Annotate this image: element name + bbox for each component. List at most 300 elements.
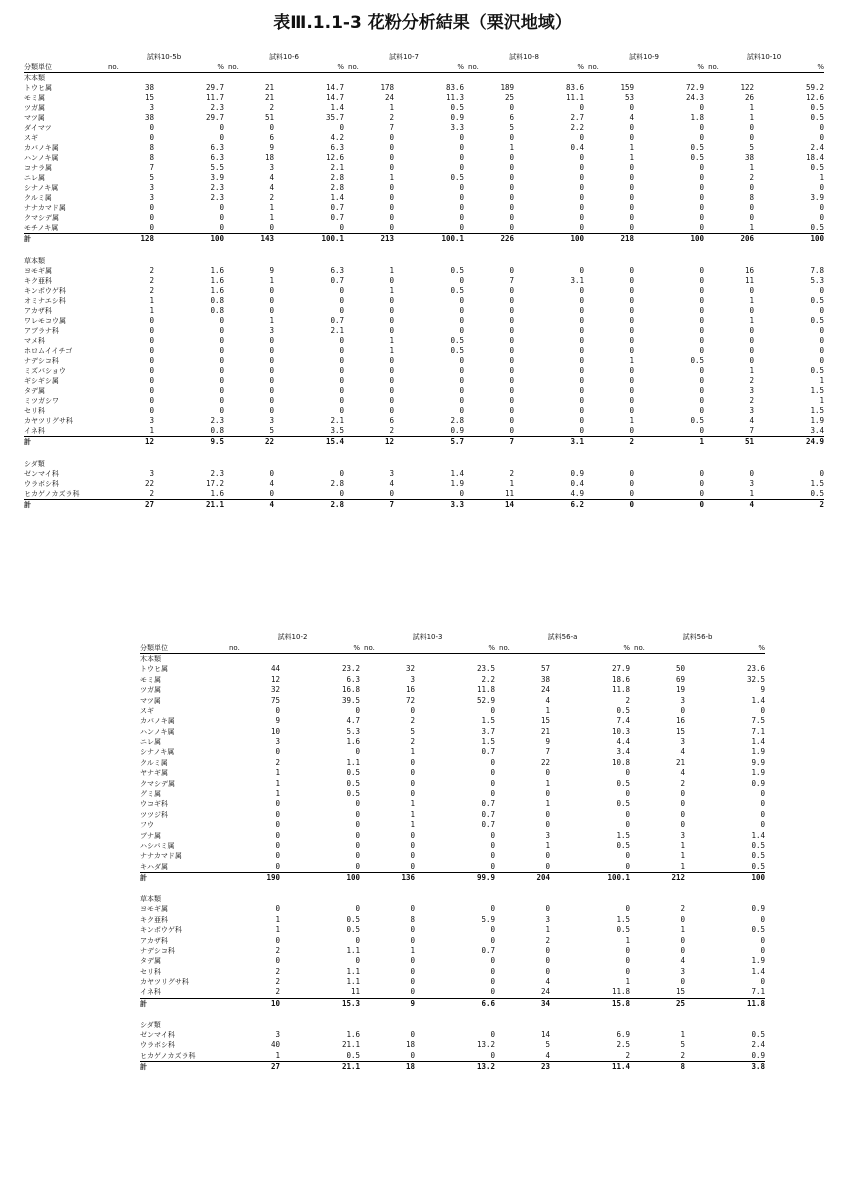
total-count-cell: 190 [225, 872, 280, 883]
count-cell: 1 [275, 789, 280, 799]
count-cell: 0 [509, 376, 515, 385]
pct-cell: 0 [579, 426, 585, 435]
table-row [24, 479, 824, 489]
total-count-cell: 7 [464, 437, 514, 448]
taxon-name: ヒカゲノカズラ科 [140, 1051, 196, 1060]
pct-cell: 0.8 [210, 306, 224, 315]
total-pct-cell: 2.8 [274, 500, 344, 511]
count-cell: 1 [749, 296, 755, 305]
pct-cell: 0.7 [481, 820, 496, 830]
count-cell: 0 [749, 326, 755, 335]
total-count-cell: 25 [630, 998, 685, 1009]
col-no-header: no. [495, 642, 550, 653]
count-cell: 2 [149, 266, 154, 275]
taxon-name: マツ属 [140, 696, 161, 705]
col-no-header: no. [224, 62, 274, 73]
pct-cell: 0 [459, 376, 465, 385]
count-cell: 0 [749, 346, 755, 355]
pct-cell: 0 [579, 386, 585, 395]
taxon-name: キンポウゲ科 [140, 926, 182, 935]
count-cell: 0 [389, 296, 395, 305]
count-cell: 0 [269, 123, 274, 132]
pct-cell: 0 [219, 356, 224, 365]
count-cell: 6 [509, 113, 515, 122]
count-cell: 0 [509, 173, 515, 182]
pct-cell: 1 [819, 173, 825, 182]
count-cell: 0 [149, 336, 154, 345]
count-cell: 4 [545, 977, 551, 987]
count-cell: 0 [269, 356, 274, 365]
count-cell: 2 [269, 103, 274, 112]
taxon-name: セリ科 [140, 967, 161, 976]
table-row [24, 366, 824, 376]
count-cell: 0 [545, 809, 551, 819]
taxon-name: ナデシコ科 [140, 946, 175, 955]
count-cell: 0 [680, 977, 686, 987]
pct-cell: 0 [819, 346, 825, 355]
pct-cell: 0 [579, 326, 585, 335]
count-cell: 0 [410, 956, 416, 966]
pct-cell: 2.3 [210, 103, 224, 112]
col-pct-header: % [634, 62, 704, 73]
pct-cell: 0 [579, 346, 585, 355]
count-cell: 2 [680, 778, 686, 788]
pct-cell: 0 [219, 376, 224, 385]
gap-cell [140, 883, 765, 893]
count-cell: 159 [620, 83, 635, 92]
count-cell: 4 [680, 956, 686, 966]
table-row [24, 133, 824, 143]
gap-cell [24, 447, 824, 459]
pct-cell: 2.1 [330, 163, 345, 172]
section-header-row [140, 1019, 765, 1029]
pct-cell: 2.5 [616, 1040, 631, 1050]
taxon-name: ゼンマイ科 [140, 1031, 175, 1040]
pct-cell: 1 [625, 935, 631, 945]
count-cell: 1 [389, 336, 395, 345]
pct-cell: 1.4 [751, 966, 766, 976]
count-cell: 0 [509, 103, 515, 112]
taxon-name: トウヒ属 [140, 665, 168, 674]
unit-label: 分類単位 [140, 642, 225, 653]
count-cell: 0 [275, 904, 280, 914]
taxon-name: ニレ属 [24, 174, 45, 182]
taxon-name: クマシデ属 [140, 779, 175, 788]
pct-cell: 0 [490, 956, 496, 966]
pct-cell: 0 [459, 193, 465, 202]
pct-cell: 0.5 [346, 914, 361, 924]
pct-cell: 0.5 [450, 286, 465, 295]
pollen-table-2 [140, 632, 765, 1072]
pct-cell: 0 [459, 203, 465, 212]
count-cell: 1 [629, 416, 635, 425]
count-cell: 0 [269, 296, 274, 305]
pct-cell: 0 [699, 296, 705, 305]
pct-cell: 0.5 [690, 143, 705, 152]
pct-cell: 0 [579, 376, 585, 385]
count-cell: 51 [264, 113, 274, 122]
pct-cell: 2.8 [330, 183, 345, 192]
table-row [24, 306, 824, 316]
table-row [140, 706, 765, 716]
pct-cell: 12.6 [806, 93, 825, 102]
total-pct-cell: 99.9 [415, 872, 495, 883]
section-name: シダ類 [24, 460, 45, 468]
pct-cell: 0 [699, 469, 705, 478]
count-cell: 1 [545, 778, 551, 788]
col-pct-header: % [754, 62, 824, 73]
count-cell: 0 [509, 346, 515, 355]
total-pct-cell: 100.1 [550, 872, 630, 883]
pct-cell: 0 [625, 789, 631, 799]
pct-cell: 0 [819, 356, 825, 365]
taxon-name: ハシバミ属 [140, 842, 175, 850]
table-row [24, 416, 824, 426]
pct-cell: 4.4 [616, 737, 631, 747]
pct-cell: 1.4 [751, 737, 766, 747]
pct-cell: 0 [625, 820, 631, 830]
pct-cell: 0.5 [450, 266, 465, 275]
section-header-row [140, 894, 765, 904]
total-pct-cell: 15.4 [274, 437, 344, 448]
gap-cell [140, 1009, 765, 1019]
pct-cell: 0 [490, 768, 496, 778]
pct-cell: 0 [355, 935, 361, 945]
count-cell: 15 [144, 93, 154, 102]
total-count-cell: 143 [224, 234, 274, 245]
count-cell: 0 [410, 830, 416, 840]
pct-cell: 1.1 [346, 945, 361, 955]
table-row [140, 810, 765, 820]
pct-cell: 0 [339, 396, 345, 405]
pct-cell: 0.5 [616, 841, 631, 850]
table-row [140, 904, 765, 914]
total-row [140, 998, 765, 1009]
count-cell: 1 [410, 820, 416, 830]
count-cell: 0 [410, 935, 416, 945]
count-cell: 3 [275, 737, 280, 747]
table-row [24, 336, 824, 346]
pct-cell: 0 [699, 133, 705, 142]
taxon-name: ブナ属 [140, 831, 161, 840]
pct-cell: 2.2 [481, 674, 496, 684]
count-cell: 2 [545, 935, 551, 945]
total-pct-cell: 0 [634, 500, 704, 511]
count-cell: 8 [149, 143, 154, 152]
pct-cell: 0 [490, 841, 496, 850]
count-cell: 1 [509, 143, 515, 152]
section-gap [24, 447, 824, 459]
count-cell: 0 [389, 386, 395, 395]
count-cell: 0 [275, 820, 280, 830]
count-cell: 8 [410, 914, 416, 924]
pct-cell: 0 [459, 326, 465, 335]
taxon-name: トウヒ属 [24, 84, 52, 92]
pct-cell: 13.2 [476, 1040, 496, 1050]
count-cell: 1 [389, 103, 395, 112]
total-row [140, 1062, 765, 1073]
count-cell: 1 [680, 851, 686, 861]
pct-cell: 1 [819, 396, 825, 405]
count-cell: 3 [149, 416, 154, 425]
pct-cell: 0.9 [570, 469, 585, 478]
count-cell: 0 [749, 306, 755, 315]
pct-cell: 0.5 [810, 316, 825, 325]
pct-cell: 0 [699, 366, 705, 375]
count-cell: 21 [541, 726, 551, 736]
table-row [24, 223, 824, 234]
pct-cell: 27.9 [611, 664, 631, 674]
table-row [140, 716, 765, 726]
total-count-cell: 213 [344, 234, 394, 245]
pct-cell: 1.9 [810, 416, 825, 425]
total-count-cell: 226 [464, 234, 514, 245]
count-cell: 0 [509, 356, 515, 365]
section-gap [24, 244, 824, 256]
count-cell: 0 [629, 396, 635, 405]
count-cell: 3 [545, 830, 551, 840]
count-cell: 0 [545, 945, 551, 955]
pct-cell: 0.5 [690, 153, 705, 162]
pct-cell: 0 [579, 133, 585, 142]
pct-cell: 1 [625, 977, 631, 987]
pct-cell: 0 [699, 286, 705, 295]
table-row [24, 406, 824, 416]
pct-cell: 0 [699, 306, 705, 315]
total-count-cell: 27 [104, 500, 154, 511]
pct-cell: 0.5 [751, 1030, 766, 1040]
total-count-cell: 14 [464, 500, 514, 511]
count-cell: 0 [275, 851, 280, 861]
table-row [140, 727, 765, 737]
taxon-name: コナラ属 [24, 164, 52, 172]
pct-cell: 21.1 [341, 1040, 361, 1050]
count-cell: 5 [269, 426, 274, 435]
col-no-header: no. [225, 642, 280, 653]
table-row [140, 758, 765, 768]
pct-cell: 0 [339, 489, 345, 498]
taxon-name: ホロムイイチゴ [24, 347, 73, 355]
count-cell: 0 [629, 376, 635, 385]
count-cell: 3 [749, 406, 755, 415]
count-cell: 0 [149, 133, 154, 142]
pct-cell: 0 [355, 830, 361, 840]
pct-cell: 0.9 [450, 426, 465, 435]
pct-cell: 0 [355, 747, 361, 757]
count-cell: 0 [629, 193, 635, 202]
pct-cell: 1.6 [210, 276, 224, 285]
pct-cell: 3.5 [330, 426, 345, 435]
count-cell: 53 [625, 93, 635, 102]
pct-cell: 2.3 [210, 416, 224, 425]
pct-cell: 2.4 [751, 1040, 766, 1050]
total-pct-cell: 2 [754, 500, 824, 511]
pct-cell: 0 [579, 356, 585, 365]
count-cell: 0 [389, 316, 395, 325]
count-cell: 0 [410, 987, 416, 997]
pct-cell: 1.5 [481, 737, 496, 747]
taxon-name: クマシデ属 [24, 214, 59, 222]
pct-cell: 0 [819, 306, 825, 315]
count-cell: 5 [410, 726, 416, 736]
col-no-header: no. [630, 642, 685, 653]
table-row [24, 183, 824, 193]
col-pct-header: % [514, 62, 584, 73]
pct-cell: 0 [490, 987, 496, 997]
table-row [24, 376, 824, 386]
count-cell: 1 [269, 203, 274, 212]
count-cell: 0 [509, 296, 515, 305]
count-cell: 1 [275, 1050, 280, 1060]
count-cell: 0 [509, 416, 515, 425]
pct-cell: 5.9 [481, 914, 496, 924]
pct-cell: 1.4 [450, 469, 465, 478]
count-cell: 1 [410, 747, 416, 757]
count-cell: 6 [389, 416, 395, 425]
table-row [24, 316, 824, 326]
count-cell: 6 [269, 133, 274, 142]
pct-cell: 29.7 [205, 113, 224, 122]
table-row [24, 193, 824, 203]
count-cell: 3 [389, 469, 395, 478]
section-name: 草本類 [24, 257, 45, 265]
pct-cell: 0 [490, 1030, 496, 1040]
count-cell: 0 [629, 406, 635, 415]
total-count-cell: 7 [344, 500, 394, 511]
count-cell: 8 [749, 193, 755, 202]
taxon-name: ヨモギ属 [140, 905, 168, 914]
count-cell: 1 [410, 945, 416, 955]
pct-cell: 0 [819, 326, 825, 335]
count-cell: 0 [149, 356, 154, 365]
pct-cell: 1.9 [751, 747, 766, 757]
taxon-name: マツ属 [24, 114, 45, 122]
count-cell: 5 [749, 143, 755, 152]
section-gap [140, 1009, 765, 1019]
total-label: 計 [140, 872, 225, 883]
count-cell: 1 [269, 213, 274, 222]
pct-cell: 1.5 [810, 479, 825, 488]
pct-cell: 0.5 [616, 799, 631, 809]
pct-cell: 0 [490, 705, 496, 715]
pct-cell: 0 [819, 203, 825, 212]
count-cell: 1 [629, 143, 635, 152]
count-cell: 0 [269, 223, 274, 232]
count-cell: 0 [629, 479, 635, 488]
col-no-header: no. [360, 642, 415, 653]
count-cell: 1 [545, 799, 551, 809]
pct-cell: 1.9 [751, 956, 766, 966]
count-cell: 0 [269, 306, 274, 315]
count-cell: 0 [149, 213, 154, 222]
count-cell: 1 [749, 113, 755, 122]
pct-cell: 52.9 [476, 695, 496, 705]
pct-cell: 2.8 [450, 416, 465, 425]
pct-cell: 0.5 [346, 768, 361, 778]
pct-cell: 0 [355, 956, 361, 966]
count-cell: 21 [676, 757, 686, 767]
count-cell: 0 [629, 286, 635, 295]
count-cell: 1 [545, 705, 551, 715]
total-pct-cell: 3.8 [685, 1062, 765, 1073]
pct-cell: 0.5 [450, 336, 465, 345]
col-pct-header: % [274, 62, 344, 73]
pct-cell: 5.5 [210, 163, 224, 172]
count-cell: 0 [629, 336, 635, 345]
taxon-name: セリ科 [24, 407, 45, 415]
pct-cell: 0 [699, 123, 705, 132]
count-cell: 0 [149, 406, 154, 415]
pct-cell: 2.4 [810, 143, 825, 152]
pct-cell: 29.7 [205, 83, 224, 92]
pct-cell: 0 [819, 213, 825, 222]
total-row [24, 437, 824, 448]
count-cell: 0 [269, 346, 274, 355]
count-cell: 122 [740, 83, 755, 92]
count-cell: 1 [269, 316, 274, 325]
pct-cell: 0.9 [751, 778, 766, 788]
count-cell: 0 [410, 757, 416, 767]
count-cell: 0 [389, 203, 395, 212]
count-cell: 0 [509, 326, 515, 335]
taxon-name: ナデシコ科 [24, 357, 59, 365]
pct-cell: 0 [760, 799, 766, 809]
count-cell: 2 [509, 469, 515, 478]
pct-cell: 3.1 [570, 276, 585, 285]
total-label: 計 [140, 998, 225, 1009]
pct-cell: 2.8 [330, 479, 345, 488]
table-row [24, 83, 824, 93]
taxon-name: スギ [140, 706, 154, 715]
pct-cell: 0 [699, 326, 705, 335]
corner-cell [140, 632, 225, 642]
pct-cell: 0 [579, 266, 585, 275]
pct-cell: 1.9 [450, 479, 465, 488]
pct-cell: 0 [579, 316, 585, 325]
count-cell: 3 [269, 163, 274, 172]
pct-cell: 1.5 [481, 716, 496, 726]
total-row [140, 872, 765, 883]
pct-cell: 1.1 [346, 757, 361, 767]
count-cell: 0 [389, 376, 395, 385]
total-pct-cell: 100 [634, 234, 704, 245]
count-cell: 15 [541, 716, 551, 726]
sample-header: 試料10-3 [412, 633, 443, 642]
pct-cell: 0 [459, 213, 465, 222]
pct-cell: 0 [699, 213, 705, 222]
taxon-name: キハダ属 [140, 862, 168, 871]
count-cell: 3 [149, 183, 154, 192]
table-row [140, 987, 765, 998]
taxon-name: ナナカマド属 [24, 204, 66, 212]
pct-cell: 0 [219, 213, 224, 222]
pct-cell: 0.9 [751, 904, 766, 914]
count-cell: 2 [149, 489, 154, 498]
pct-cell: 0 [339, 306, 345, 315]
pct-cell: 2 [625, 695, 631, 705]
count-cell: 0 [389, 213, 395, 222]
pct-cell: 9 [760, 685, 766, 695]
pct-cell: 0 [699, 266, 705, 275]
pct-cell: 0 [625, 956, 631, 966]
count-cell: 2 [149, 276, 154, 285]
count-cell: 4 [269, 479, 274, 488]
section-name: 草本類 [140, 894, 161, 903]
total-pct-cell: 100 [280, 872, 360, 883]
pct-cell: 2 [625, 1050, 631, 1060]
total-pct-cell: 6.6 [415, 998, 495, 1009]
count-cell: 4 [629, 113, 635, 122]
